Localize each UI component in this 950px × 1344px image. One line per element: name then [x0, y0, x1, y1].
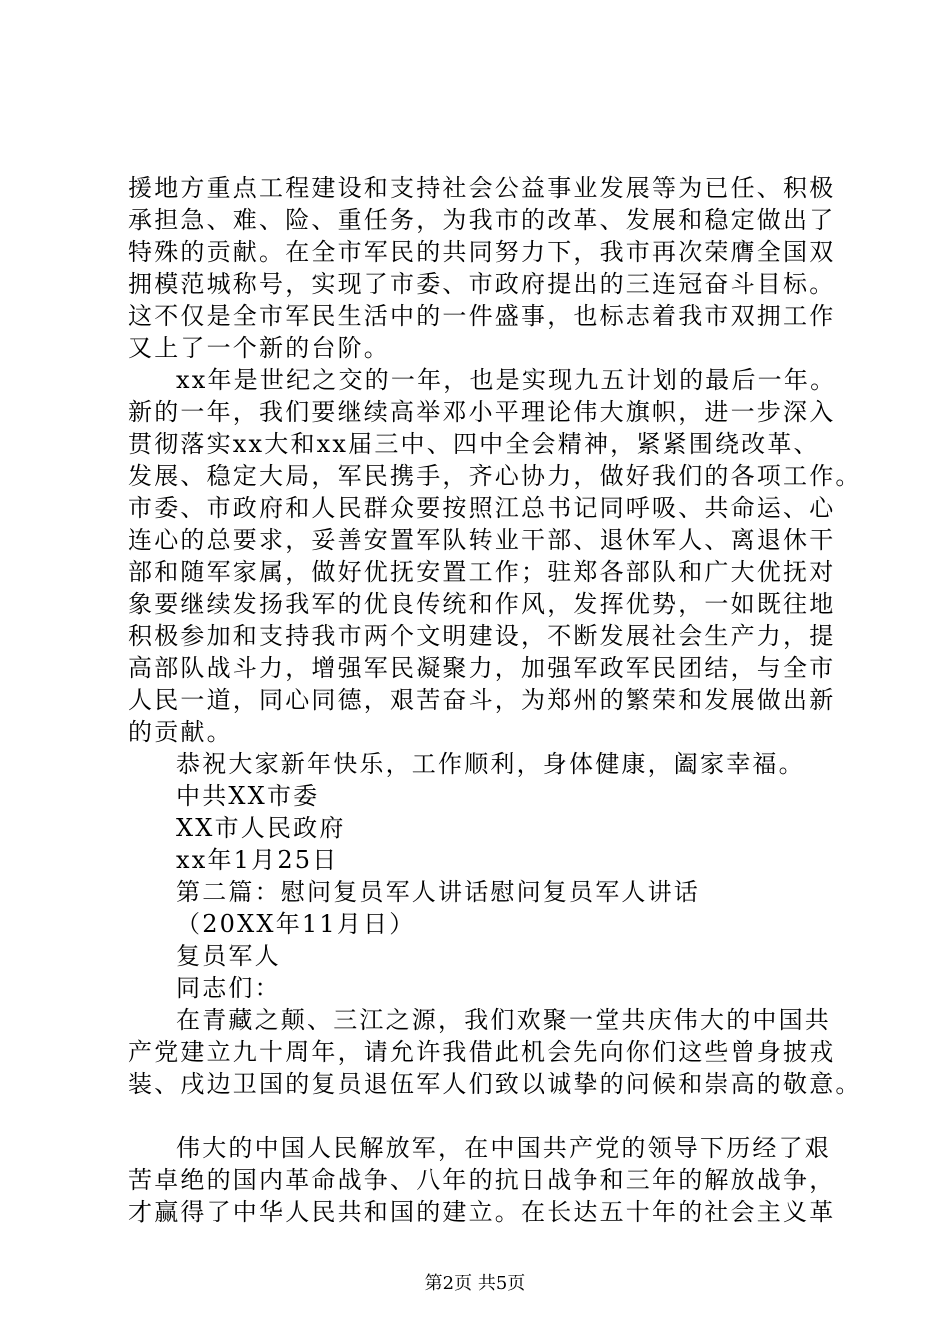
text-line: 的贡献。 — [128, 718, 233, 746]
text-line: 高部队战斗力，增强军民凝聚力，加强军政军民团结，与全市 — [128, 654, 836, 682]
text-line: 伟大的中国人民解放军，在中国共产党的领导下历经了艰 — [176, 1134, 831, 1162]
text-line: 发展、稳定大局，军民携手，齐心协力，做好我们的各项工作。 — [128, 462, 862, 490]
text-line: 这不仅是全市军民生活中的一件盛事，也标志着我市双拥工作 — [128, 302, 836, 330]
blank-line — [128, 1100, 848, 1132]
text-line: 积极参加和支持我市两个文明建设，不断发展社会生产力，提 — [128, 622, 836, 650]
text-line: 部和随军家属，做好优抚安置工作；驻郑各部队和广大优抚对 — [128, 558, 836, 586]
text-line: 苦卓绝的国内革命战争、八年的抗日战争和三年的解放战争， — [128, 1166, 836, 1194]
text-line: 在青藏之颠、三江之源，我们欢聚一堂共庆伟大的中国共 — [176, 1006, 831, 1034]
document-body — [128, 172, 862, 1228]
text-line: 新的一年，我们要继续高举邓小平理论伟大旗帜，进一步深入 — [128, 398, 836, 426]
text-line: 承担急、难、险、重任务，为我市的改革、发展和稳定做出了 — [128, 206, 836, 234]
text-line: 象要继续发扬我军的优良传统和作风，发挥优势，一如既往地 — [128, 590, 836, 618]
signature-date: xx年1月25日 — [176, 846, 339, 874]
text-line: 特殊的贡献。在全市军民的共同努力下，我市再次荣膺全国双 — [128, 238, 836, 266]
text-line: 连心的总要求，妥善安置军队转业干部、退休军人、离退休干 — [128, 526, 836, 554]
section-title: 第二篇：慰问复员军人讲话慰问复员军人讲话 — [176, 878, 700, 906]
section-date: （20XX年11月日） — [176, 910, 416, 938]
text-line: 市委、市政府和人民群众要按照江总书记同呼吸、共命运、心 — [128, 494, 836, 522]
text-line: 拥模范城称号，实现了市委、市政府提出的三连冠奋斗目标。 — [128, 270, 836, 298]
signature-org: 中共XX市委 — [176, 782, 320, 810]
text-line: 贯彻落实xx大和xx届三中、四中全会精神，紧紧围绕改革、 — [128, 430, 820, 458]
text-line: 装、戌边卫国的复员退伍军人们致以诚挚的问候和崇高的敬意。 — [128, 1070, 862, 1098]
text-line: xx年是世纪之交的一年，也是实现九五计划的最后一年。 — [176, 366, 837, 394]
salutation: 同志们： — [176, 974, 281, 1002]
text-line: 产党建立九十周年，请允许我借此机会先向你们这些曾身披戎 — [128, 1038, 836, 1066]
text-line: 才赢得了中华人民共和国的建立。在长达五十年的社会主义革 — [128, 1198, 836, 1226]
text-line: 恭祝大家新年快乐，工作顺利，身体健康，阖家幸福。 — [176, 750, 805, 778]
text-line: 又上了一个新的台阶。 — [128, 334, 390, 362]
text-line: 人民一道，同心同德，艰苦奋斗，为郑州的繁荣和发展做出新 — [128, 686, 836, 714]
signature-gov: XX市人民政府 — [176, 814, 346, 842]
section-subtitle: 复员军人 — [176, 942, 281, 970]
text-line: 援地方重点工程建设和支持社会公益事业发展等为已任、积极 — [128, 174, 836, 202]
page-footer: 第2页 共5页 — [424, 1273, 526, 1294]
